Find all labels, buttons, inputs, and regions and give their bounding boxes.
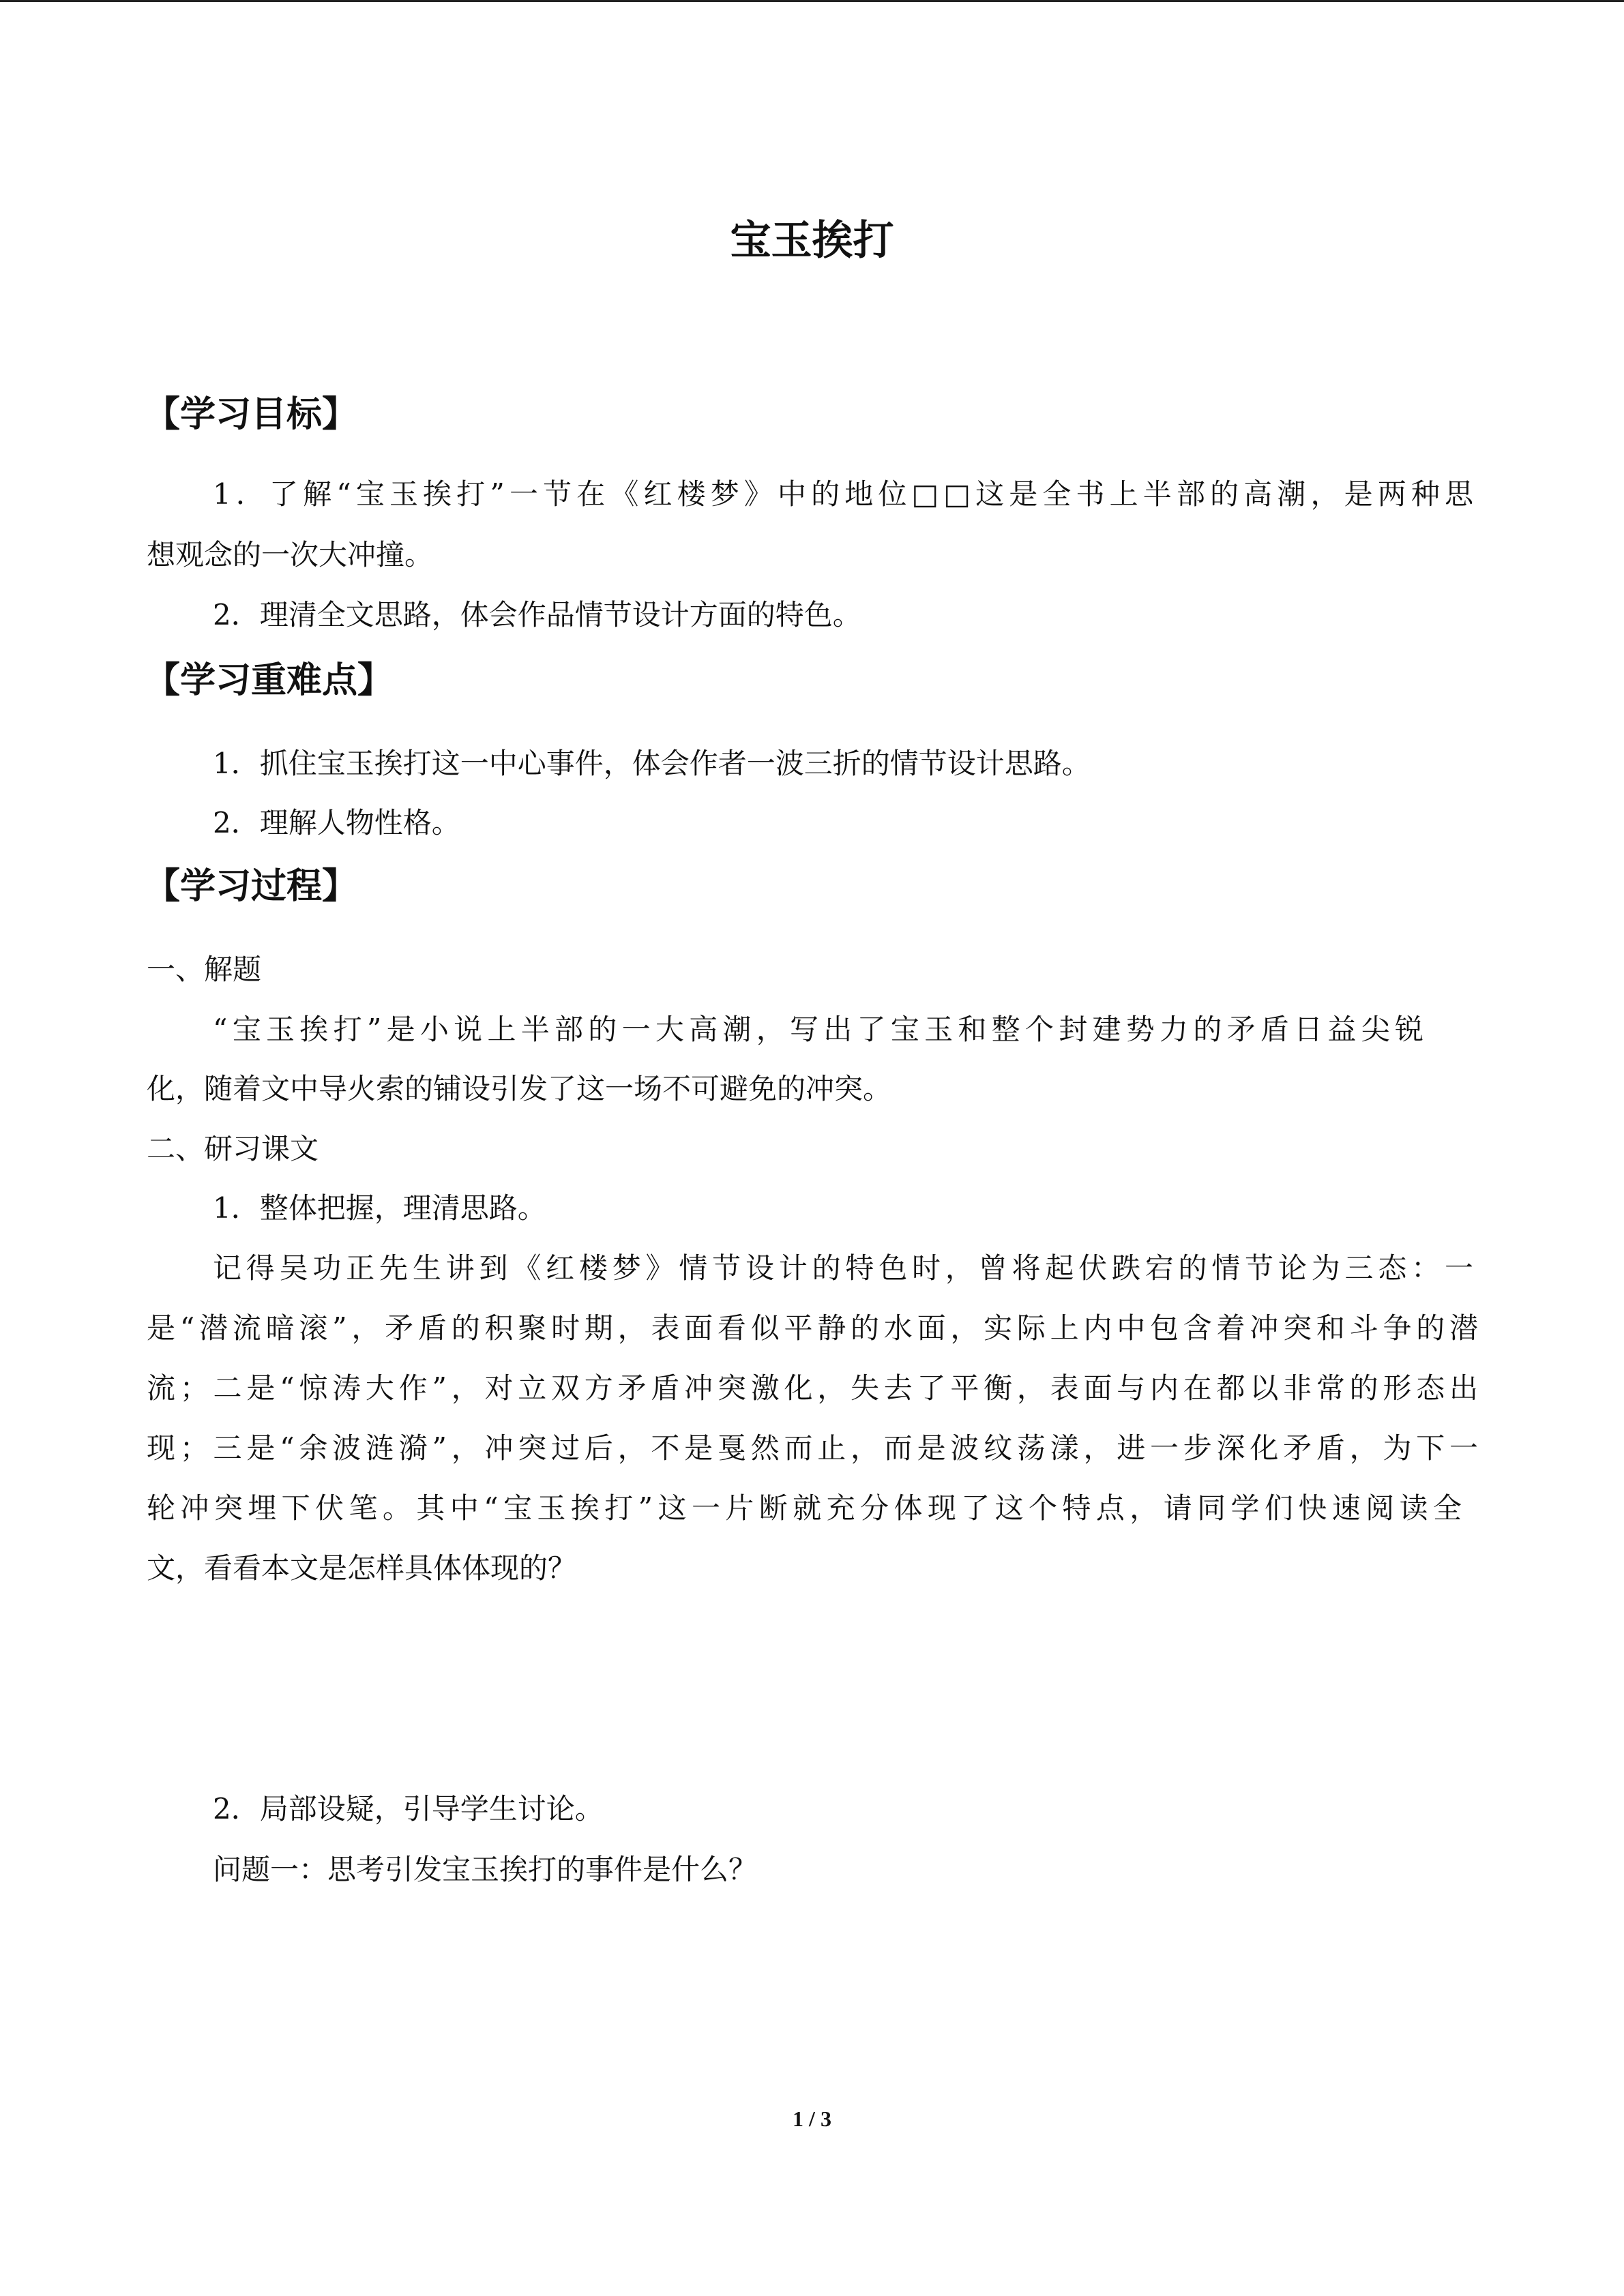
- objective-item-1-line-2: 想观念的一次大冲撞。: [147, 538, 434, 571]
- key-point-item-2: 2．理解人物性格。: [213, 806, 460, 839]
- process-paragraph-line-4: 现；三是“余波涟漪”，冲突过后，不是戛然而止，而是波纹荡漾，进一步深化矛盾，为下一: [147, 1431, 1478, 1465]
- process-step-1: 1．整体把握，理清思路。: [213, 1191, 546, 1225]
- process-paragraph-line-3: 流；二是“惊涛大作”，对立双方矛盾冲突激化，失去了平衡，表面与内在都以非常的形态出: [147, 1371, 1478, 1405]
- process-question-1: 问题一：思考引发宝玉挨打的事件是什么？: [213, 1853, 758, 1886]
- process-paragraph-line-2: 是“潜流暗滚”，矛盾的积聚时期，表面看似平静的水面，实际上内中包含着冲突和斗争的潜: [147, 1311, 1478, 1345]
- process-paragraph-line-1: 记得吴功正先生讲到《红楼梦》情节设计的特色时，曾将起伏跌宕的情节论为三态：一: [213, 1251, 1473, 1285]
- process-part-1-line-2: 化，随着文中导火索的铺设引发了这一场不可避免的冲突。: [147, 1072, 892, 1105]
- section-heading-objectives: 【学习目标】: [145, 394, 358, 435]
- process-paragraph-line-5: 轮冲突埋下伏笔。其中“宝玉挨打”这一片断就充分体现了这个特点，请同学们快速阅读全: [147, 1491, 1462, 1525]
- key-point-item-1: 1．抓住宝玉挨打这一中心事件，体会作者一波三折的情节设计思路。: [213, 747, 1091, 780]
- objective-item-2: 2．理清全文思路，体会作品情节设计方面的特色。: [213, 598, 861, 631]
- process-paragraph-line-6: 文，看看本文是怎样具体体现的？: [147, 1551, 577, 1585]
- objective-item-1-line-1: 1．了解“宝玉挨打”一节在《红楼梦》中的地位□□这是全书上半部的高潮，是两种思: [213, 477, 1473, 511]
- process-part-1-line-1: “宝玉挨打”是小说上半部的一大高潮，写出了宝玉和整个封建势力的矛盾日益尖锐: [213, 1013, 1423, 1046]
- process-part-2-title: 二、研习课文: [147, 1132, 319, 1165]
- process-part-1-title: 一、解题: [147, 953, 262, 986]
- top-border-rule: [0, 0, 1624, 2]
- page-title: 宝玉挨打: [730, 217, 894, 265]
- page-number: 1 / 3: [793, 2106, 831, 2131]
- process-step-2: 2．局部设疑，引导学生讨论。: [213, 1792, 604, 1825]
- section-heading-process: 【学习过程】: [145, 866, 358, 907]
- section-heading-key-points: 【学习重难点】: [145, 660, 394, 701]
